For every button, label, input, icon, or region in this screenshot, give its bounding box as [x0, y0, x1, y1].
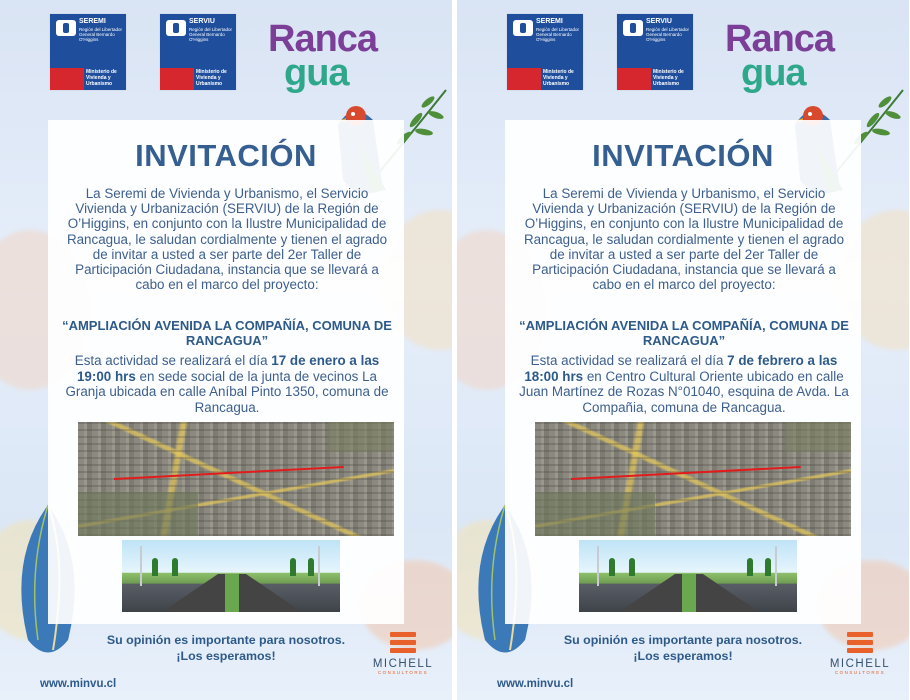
aerial-map-image [78, 422, 394, 536]
invitation-title: INVITACIÓN [135, 138, 317, 173]
chile-shield-icon [623, 20, 643, 36]
logo-line1: Ranca [725, 18, 835, 60]
logo-ministry: Ministerio de Vivienda y Urbanismo [86, 69, 117, 87]
avenue-render-image [122, 540, 340, 612]
consultant-tagline: CONSULTORES [377, 670, 429, 675]
logo-ministry: Ministerio de Vivienda y Urbanismo [653, 69, 684, 87]
invitation-flyer-2 [457, 0, 909, 700]
event-details [519, 353, 849, 415]
invitation-body: La Seremi de Vivienda y Urbanismo, el Servicio Vivienda y Urbanización (SERVIU) de la Región de O’Higgins, en conjunto con la Ilustre Municipalidad de Rancagua, le saludan cordialmente y tienen el agrado de invitar a usted a ser parte del 2er Taller de Participación Ciudadana, instancia que se llevará a cabo en el marco del proyecto: [66, 186, 388, 293]
closing-message [48, 632, 404, 664]
website-link[interactable]: www.minvu.cl [40, 678, 117, 690]
closing-line-2: ¡Los esperamos! [633, 649, 733, 663]
event-intro: Esta actividad se realizará el día [74, 353, 272, 368]
avenue-render-image [579, 540, 797, 612]
consultant-name: MICHELL [372, 658, 434, 670]
logo-region: Región del Libertador General Bernardo O'Higgins [536, 27, 580, 42]
project-name: “AMPLIACIÓN AVENIDA LA COMPAÑÍA, COMUNA DE RANCAGUA” [62, 318, 392, 348]
seremi-logo [50, 14, 126, 90]
serviu-logo [617, 14, 693, 90]
chile-shield-icon [513, 20, 533, 36]
closing-line-2: ¡Los esperamos! [176, 649, 276, 663]
serviu-logo [160, 14, 236, 90]
consultant-tagline: CONSULTORES [834, 670, 886, 675]
invitation-title: INVITACIÓN [592, 138, 774, 173]
event-intro: Esta actividad se realizará el día [530, 353, 728, 368]
logo-name: SEREMI [79, 18, 106, 25]
logo-line2: gua [741, 52, 806, 94]
logo-name: SERVIU [646, 18, 672, 25]
event-location: en sede social de la junta de vecinos La Granja ubicada en calle Aníbal Pinto 1350, comuna de Rancagua. [65, 368, 389, 415]
michell-cube-icon [390, 632, 416, 654]
logo-line2: gua [284, 52, 349, 94]
logo-region: Región del Libertador General Bernardo O'Higgins [646, 27, 690, 42]
michell-cube-icon [847, 632, 873, 654]
michell-logo [815, 632, 905, 675]
logo-name: SEREMI [536, 18, 563, 25]
logo-region: Región del Libertador General Bernardo O'Higgins [189, 27, 233, 42]
event-location: en Centro Cultural Oriente ubicado en calle Juan Martínez de Rozas N°01040, esquina de Avda. La Compañia, comuna de Rancagua. [519, 368, 849, 415]
consultant-name: MICHELL [829, 658, 891, 670]
invitation-flyer-1 [0, 0, 452, 700]
seremi-logo [507, 14, 583, 90]
logo-name: SERVIU [189, 18, 215, 25]
closing-message [505, 632, 861, 664]
aerial-map-image [535, 422, 851, 536]
invitation-body: La Seremi de Vivienda y Urbanismo, el Servicio Vivienda y Urbanización (SERVIU) de la Región de O’Higgins, en conjunto con la Ilustre Municipalidad de Rancagua, le saludan cordialmente y tienen el agrado de invitar a usted a ser parte del 2er Taller de Participación Ciudadana, instancia que se llevará a cabo en el marco del proyecto: [523, 186, 845, 293]
closing-line-1: Su opinión es importante para nosotros. [563, 633, 803, 647]
logo-region: Región del Libertador General Bernardo O'Higgins [79, 27, 123, 42]
chile-shield-icon [56, 20, 76, 36]
event-date: 7 de febrero a las 18:00 hrs [524, 353, 838, 384]
project-name: “AMPLIACIÓN AVENIDA LA COMPAÑÍA, COMUNA DE RANCAGUA” [519, 318, 849, 348]
website-link[interactable]: www.minvu.cl [497, 678, 574, 690]
event-details [62, 353, 392, 415]
logo-line1: Ranca [268, 18, 378, 60]
chile-shield-icon [166, 20, 186, 36]
closing-line-1: Su opinión es importante para nosotros. [106, 633, 346, 647]
logo-ministry: Ministerio de Vivienda y Urbanismo [543, 69, 574, 87]
michell-logo [358, 632, 448, 675]
event-date: 17 de enero a las 19:00 hrs [76, 353, 380, 384]
logo-ministry: Ministerio de Vivienda y Urbanismo [196, 69, 227, 87]
